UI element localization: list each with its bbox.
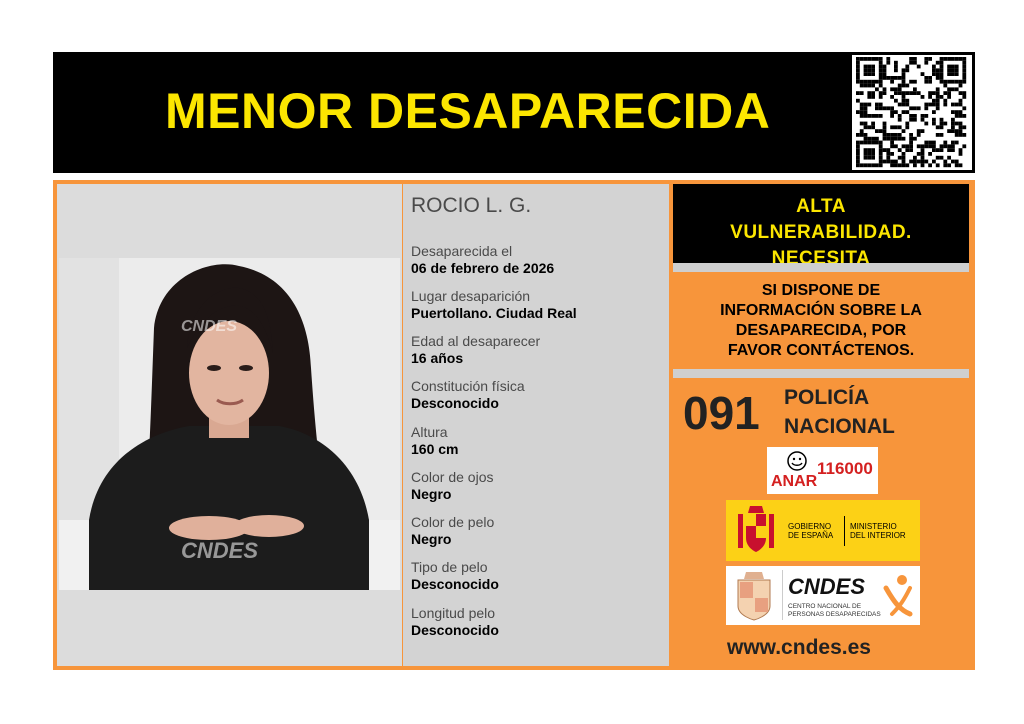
page-title: MENOR DESAPARECIDA xyxy=(165,83,771,139)
watermark-bottom: CNDES xyxy=(181,538,259,563)
contact-line: INFORMACIÓN SOBRE LA xyxy=(720,302,922,319)
police-phone-number[interactable]: 091 xyxy=(683,387,760,439)
emblem-icon xyxy=(730,570,778,622)
police-label: POLICÍA xyxy=(784,386,870,409)
contact-box xyxy=(673,272,969,369)
anar-number[interactable]: 116000 xyxy=(817,459,873,478)
field-value: Puertollano. Ciudad Real xyxy=(411,305,577,321)
missing-person-photo xyxy=(59,258,400,590)
header-banner xyxy=(53,52,975,173)
field-value: Negro xyxy=(411,486,452,502)
contact-line: FAVOR CONTÁCTENOS. xyxy=(727,342,915,359)
field-label: Color de pelo xyxy=(411,514,495,530)
figures-icon xyxy=(880,574,916,618)
field-value: Desconocido xyxy=(411,576,499,592)
field-label: Altura xyxy=(411,424,448,440)
website-link[interactable]: www.cndes.es xyxy=(727,636,871,659)
alert-line: VULNERABILIDAD. xyxy=(730,222,912,243)
info-panel xyxy=(403,184,669,666)
cndes-line: PERSONAS DESAPARECIDAS xyxy=(788,611,881,618)
smiley-icon xyxy=(785,451,809,473)
contact-line: SI DISPONE DE xyxy=(761,282,881,299)
cndes-brand: CNDES xyxy=(788,574,866,599)
alert-line: NECESITA xyxy=(771,248,871,263)
cndes-line: CENTRO NACIONAL DE xyxy=(788,603,862,610)
anar-logo xyxy=(767,447,878,494)
cndes-logo xyxy=(726,566,920,625)
gobierno-line: DE ESPAÑA xyxy=(788,531,834,540)
field-value: 06 de febrero de 2026 xyxy=(411,260,555,276)
ministerio-line: DEL INTERIOR xyxy=(850,531,906,540)
person-name: ROCIO L. G. xyxy=(411,194,532,217)
police-label: NACIONAL xyxy=(784,415,895,438)
ministerio-line: MINISTERIO xyxy=(850,522,897,531)
watermark-top: CNDES xyxy=(181,318,238,335)
field-label: Constitución física xyxy=(411,378,525,394)
anar-brand: ANAR xyxy=(771,473,818,490)
field-label: Longitud pelo xyxy=(411,605,496,621)
field-value: Negro xyxy=(411,531,452,547)
gobierno-line: GOBIERNO xyxy=(788,522,832,531)
field-value: 16 años xyxy=(411,350,464,366)
divider xyxy=(782,570,783,620)
field-label: Lugar desaparición xyxy=(411,288,531,304)
field-label: Tipo de pelo xyxy=(411,559,488,575)
photo-panel xyxy=(57,184,402,666)
contact-line: DESAPARECIDA, POR xyxy=(735,322,907,339)
field-value: 160 cm xyxy=(411,441,459,457)
alert-box xyxy=(673,184,969,263)
divider xyxy=(673,263,969,272)
field-label: Desaparecida el xyxy=(411,243,513,259)
field-value: Desconocido xyxy=(411,395,499,411)
divider xyxy=(844,516,845,546)
field-label: Color de ojos xyxy=(411,469,494,485)
gobierno-logo xyxy=(726,500,920,561)
qr-code[interactable] xyxy=(852,55,972,170)
field-label: Edad al desaparecer xyxy=(411,333,541,349)
divider xyxy=(673,369,969,378)
field-value: Desconocido xyxy=(411,622,499,638)
alert-line: ALTA xyxy=(796,196,846,217)
coat-of-arms-icon xyxy=(736,506,776,556)
